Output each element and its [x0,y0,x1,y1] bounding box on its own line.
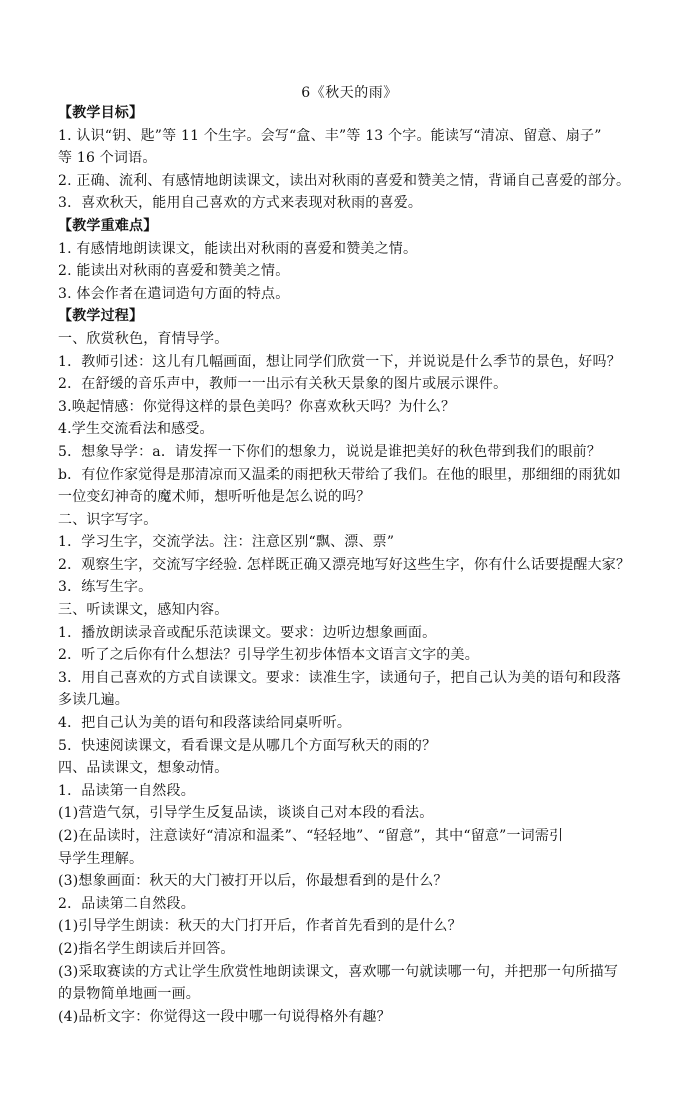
section-heading: 【教学重难点】 [58,217,158,234]
text-line: 2．观察生字，交流写字经验. 怎样既正确又漂亮地写好这些生字，你有什么话要提醒大家？ [58,556,631,573]
text-line: 2. 能读出对秋雨的喜爱和赞美之情。 [58,263,290,280]
text-line: 2．在舒缓的音乐声中，教师一一出示有关秋天景象的图片或展示课件。 [58,376,508,393]
text-line: b．有位作家觉得是那清凉而又温柔的雨把秋天带给了我们。在他的眼里，那细细的雨犹如 [58,466,621,483]
text-line: (2)在品读时，注意读好“清凉和温柔”、“轻轻地”、“留意”，其中“留意”一词需引 [58,828,564,844]
text-line: 3．喜欢秋天，能用自己喜欢的方式来表现对秋雨的喜爱。 [58,195,423,212]
text-line: (3)想象画面：秋天的大门被打开以后，你最想看到的是什么？ [58,873,448,890]
text-line: 等 16 个词语。 [58,150,157,167]
text-line: 导学生理解。 [58,850,144,867]
text-line: 一、欣赏秋色，育情导学。 [58,330,229,347]
text-line: 2．听了之后你有什么想法？引导学生初步体悟本文语言文字的美。 [58,647,479,664]
document-title: 6《秋天的雨》 [301,85,398,101]
text-line: 的景物简单地画一画。 [58,986,200,1003]
text-line: 5．快速阅读课文，看看课文是从哪几个方面写秋天的雨的？ [58,737,437,754]
text-line: 2．品读第二自然段。 [58,895,195,912]
text-line: (2)指名学生朗读后并回答。 [58,940,235,957]
text-line: (1)引导学生朗读：秋天的大门打开后，作者首先看到的是什么？ [58,918,462,935]
text-line: 2. 正确、流利、有感情地朗读课文，读出对秋雨的喜爱和赞美之情，背诵自己喜爱的部分。 [58,172,631,189]
text-line: (1)营造气氛，引导学生反复品读，谈谈自己对本段的看法。 [58,805,434,822]
text-line: 4．把自己认为美的语句和段落读给同桌听听。 [58,715,352,732]
text-line: 4.学生交流看法和感受。 [58,421,214,438]
text-line: 1．播放朗读录音或配乐范读课文。要求：边听边想象画面。 [58,624,437,641]
text-line: 1．学习生字，交流学法。注：注意区别“飘、漂、票” [58,534,395,551]
text-line: 1. 认识“钥、匙”等 11 个生字。会写“盒、丰”等 13 个字。能读写“清凉、留意、扇子” [58,127,602,144]
text-line: 3．练写生字。 [58,579,153,596]
text-line: 5．想象导学：a．请发挥一下你们的想象力，说说是谁把美好的秋色带到我们的眼前？ [58,443,602,460]
text-line: 一位变幻神奇的魔术师，想听听他是怎么说的吗？ [58,489,371,506]
text-line: 1. 有感情地朗读课文，能读出对秋雨的喜爱和赞美之情。 [58,240,418,257]
text-line: 多读几遍。 [58,692,129,709]
text-line: 1．教师引述：这儿有几幅画面，想让同学们欣赏一下，并说说是什么季节的景色，好吗？ [58,353,621,370]
text-line: 3．用自己喜欢的方式自读课文。要求：读准生字，读通句子，把自己认为美的语句和段落 [58,669,621,686]
text-line: 1．品读第一自然段。 [58,782,195,799]
text-line: (4)品析文字：你觉得这一段中哪一句说得格外有趣？ [58,1008,391,1025]
section-heading: 【教学过程】 [58,308,144,325]
text-line: (3)采取赛读的方式让学生欣赏性地朗读课文，喜欢哪一句就读哪一句，并把那一句所描写 [58,963,619,980]
text-line: 二、识字写字。 [58,511,158,528]
text-line: 3.唤起情感：你觉得这样的景色美吗？你喜欢秋天吗？为什么？ [58,398,456,415]
document-body [58,102,643,1028]
section-heading: 【教学目标】 [58,105,144,121]
text-line: 四、品读课文，想象动情。 [58,760,229,777]
text-line: 3. 体会作者在遣词造句方面的特点。 [58,285,290,302]
text-line: 三、听读课文，感知内容。 [58,602,229,619]
